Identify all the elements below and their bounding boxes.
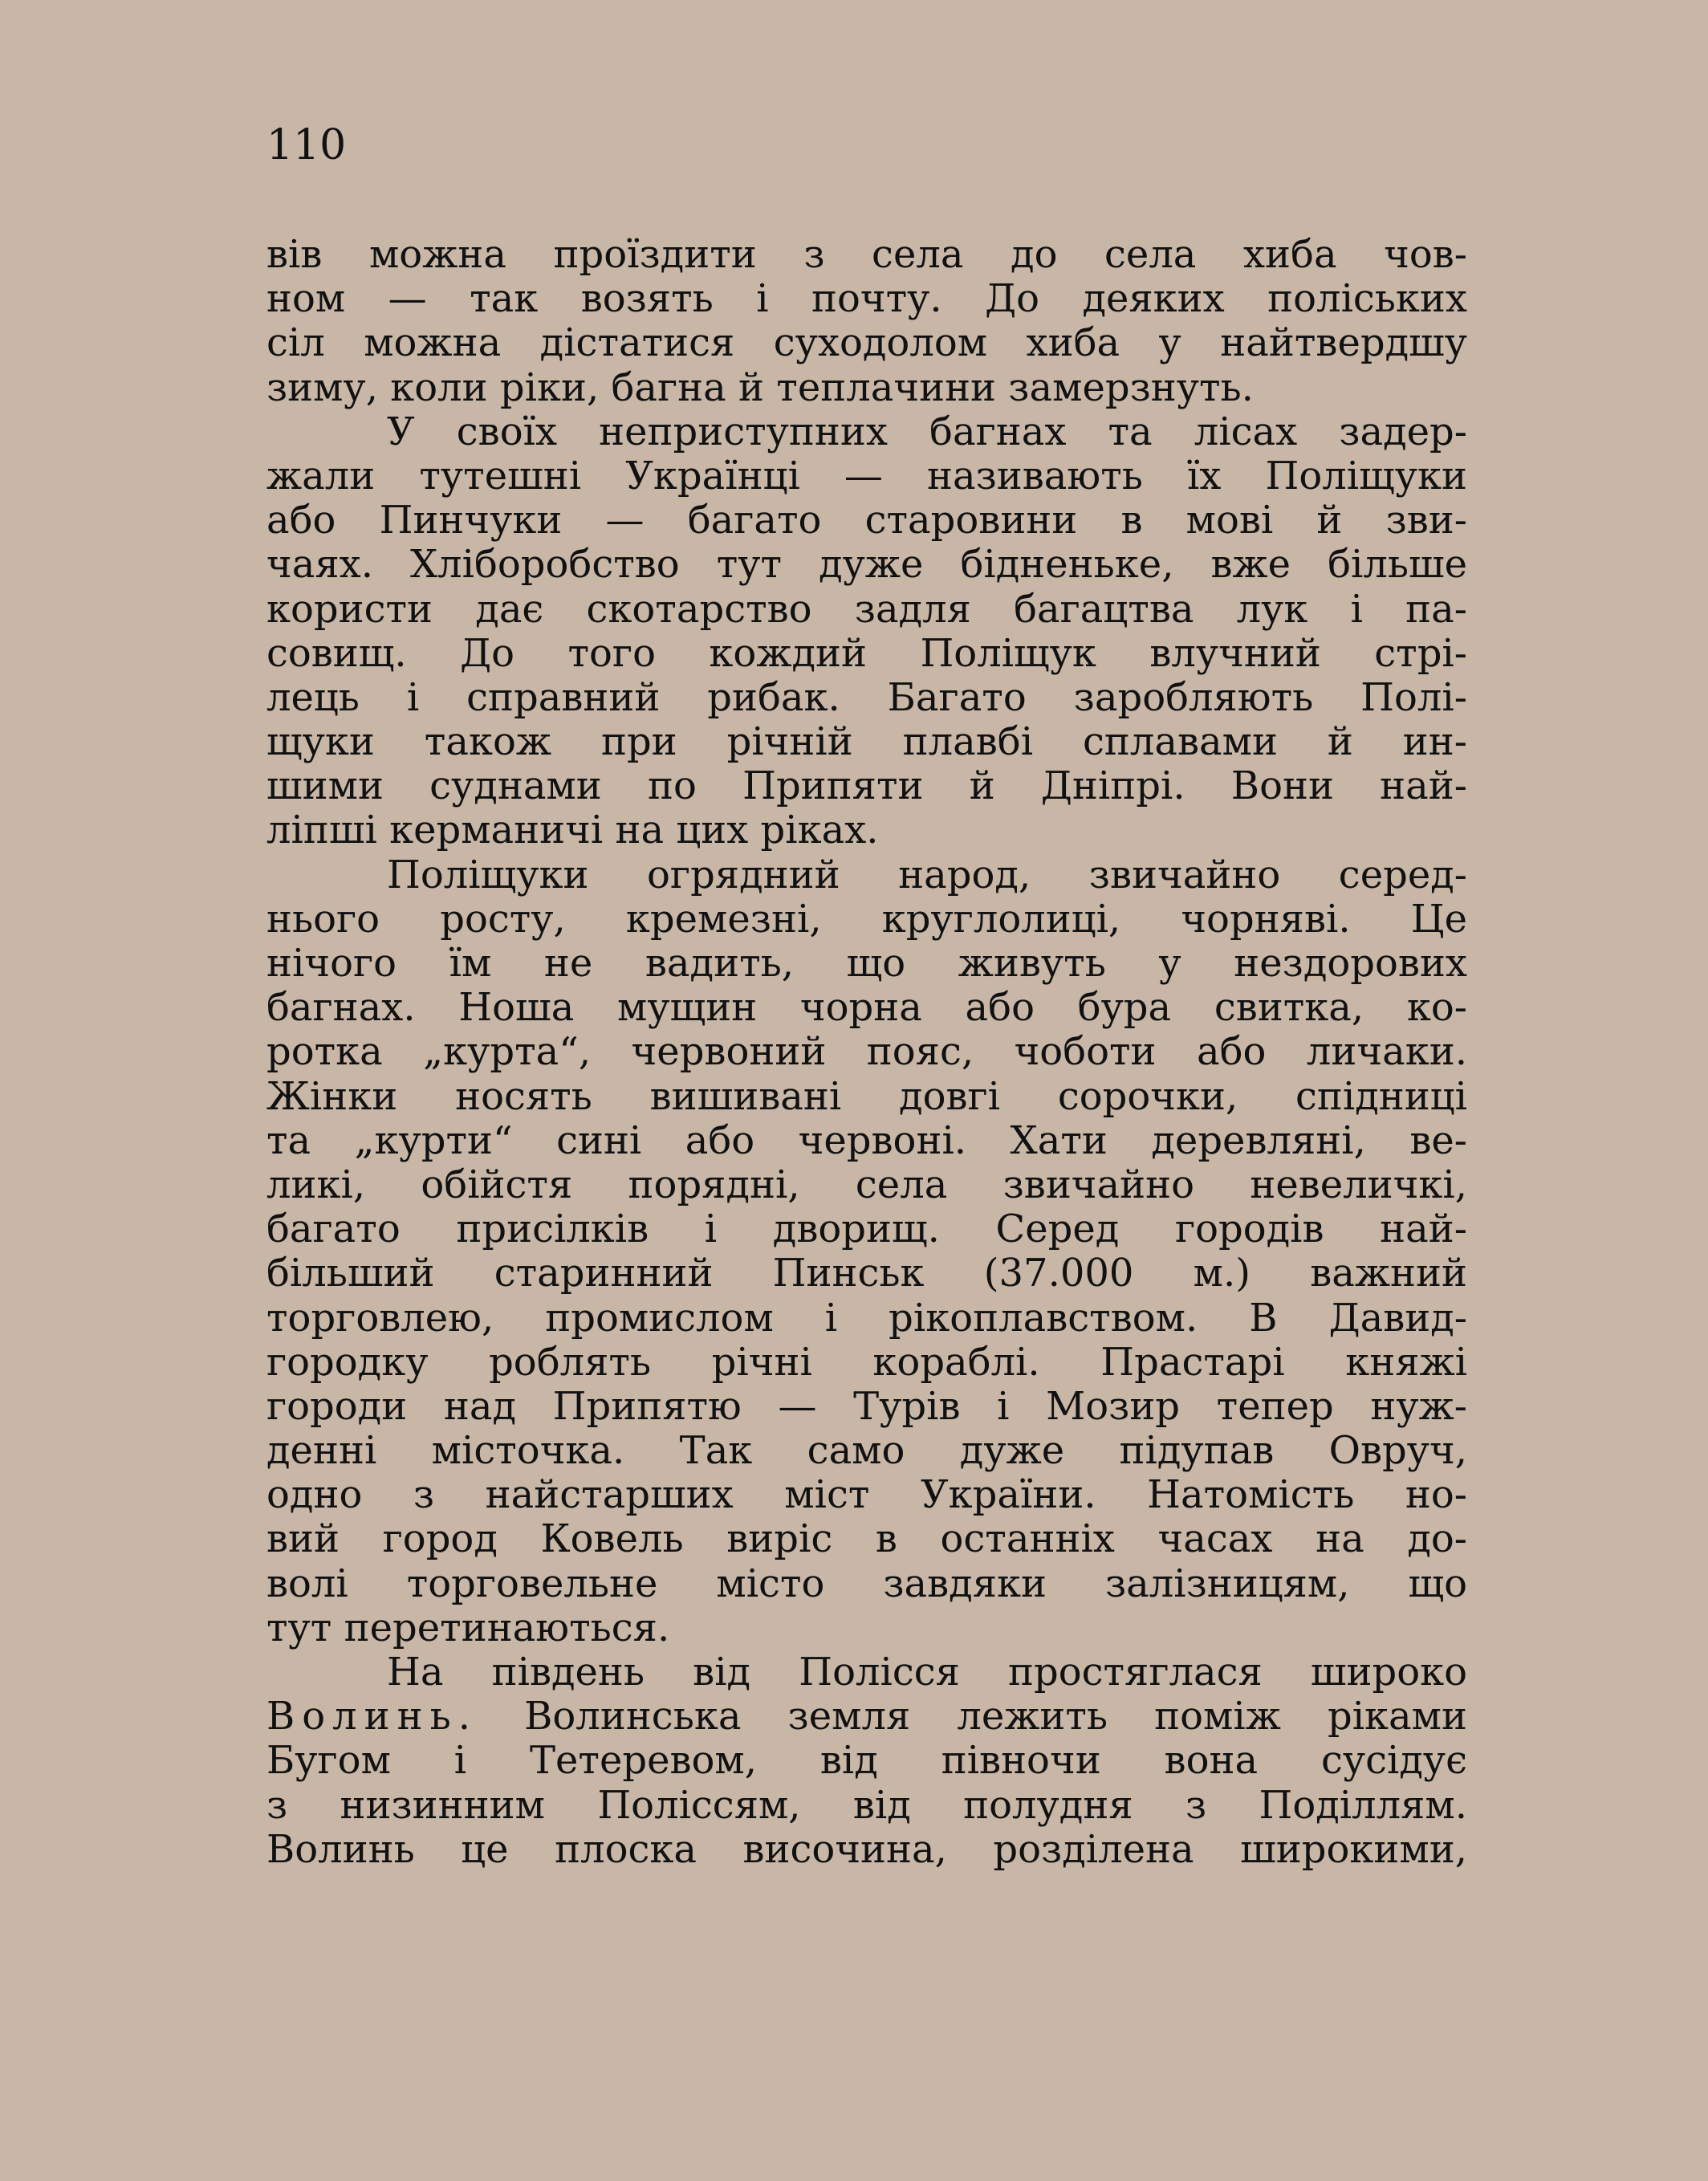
text-line: Жінки носять вишивані довгі сорочки, спідниці xyxy=(266,1074,1467,1119)
text-line: користи дає скотарство задля багацтва лук і па- xyxy=(266,587,1467,632)
text-line: ном — так возять і почту. До деяких поліських xyxy=(266,277,1467,322)
paragraph xyxy=(266,233,1467,410)
text-line: ліпші керманичі на цих ріках. xyxy=(266,808,879,853)
text-line: ротка „курта“, червоний пояс, чоботи або личаки. xyxy=(266,1030,1467,1075)
text-line: нічого їм не вадить, що живуть у нездорових xyxy=(266,942,1467,986)
text-line: Бугом і Тетеревом, від півночи вона сусідує xyxy=(266,1739,1467,1784)
text-line: багнах. Ноша мущин чорна або бура свитка, ко- xyxy=(266,986,1467,1031)
text-line: нього росту, кремезні, круглолиці, чорняві. Це xyxy=(266,897,1467,942)
text-line: совищ. До того кождий Поліщук влучний стрі- xyxy=(266,631,1467,676)
text-line: з низинним Поліссям, від полудня з Поділлям. xyxy=(266,1783,1467,1828)
page-number: 110 xyxy=(266,121,347,169)
paragraph xyxy=(266,853,1467,1650)
text-line: вів можна проїздити з села до села хиба чов- xyxy=(266,233,1467,277)
text-line: волі торговельне місто завдяки залізницям, що xyxy=(266,1561,1467,1606)
text-line: багато присілків і дворищ. Серед городів най- xyxy=(266,1207,1467,1252)
text-line: зиму, коли ріки, багна й теплачини замерзнуть. xyxy=(266,365,1254,410)
text-line: Волинь це плоска височина, розділена широкими, xyxy=(266,1827,1467,1872)
text-line: більший старинний Пинськ (37.000 м.) важний xyxy=(266,1251,1467,1296)
text-line: городи над Припятю — Турів і Мозир тепер нуж- xyxy=(266,1384,1467,1429)
paragraph xyxy=(266,1650,1467,1872)
text-line: торговлею, промислом і рікоплавством. В Давид- xyxy=(266,1296,1467,1341)
text-line: або Пинчуки — багато старовини в мові й зви- xyxy=(266,498,1467,543)
text-line: На південь від Полісся простяглася широко xyxy=(387,1650,1467,1695)
text-line: чаях. Хліборобство тут дуже бідненьке, вже більше xyxy=(266,543,1467,588)
spaced-word: Волинь. xyxy=(266,1695,478,1740)
body-text xyxy=(266,233,1467,1872)
text-line: ликі, обійстя порядні, села звичайно невеличкі, xyxy=(266,1162,1467,1207)
text-line: шими суднами по Припяти й Дніпрі. Вони най- xyxy=(266,764,1467,809)
text-line xyxy=(266,1695,1467,1739)
text-line: сіл можна дістатися суходолом хиба у найтвердшу xyxy=(266,321,1467,366)
text-line: жали тутешні Українці — називають їх Поліщуки xyxy=(266,454,1467,498)
text-line: У своїх неприступних багнах та лісах задер- xyxy=(387,409,1467,454)
text-line: щуки також при річній плавбі сплавами й ин- xyxy=(266,720,1467,765)
text-line: та „курти“ сині або червоні. Хати деревляні, ве- xyxy=(266,1118,1467,1163)
text-line: вий город Ковель виріс в останніх часах на до- xyxy=(266,1517,1467,1562)
text-line: лець і справний рибак. Багато заробляють Полі- xyxy=(266,675,1467,720)
text-fragment: Волинська земля лежить поміж ріками xyxy=(524,1695,1467,1740)
text-line: денні місточка. Так само дуже підупав Овруч, xyxy=(266,1429,1467,1474)
paragraph xyxy=(266,410,1467,853)
text-line: городку роблять річні кораблі. Прастарі княжі xyxy=(266,1340,1467,1385)
text-line: тут перетинаються. xyxy=(266,1605,670,1650)
text-line: одно з найстарших міст України. Натомість но- xyxy=(266,1473,1467,1518)
text-line: Поліщуки огрядний народ, звичайно серед- xyxy=(387,852,1467,897)
